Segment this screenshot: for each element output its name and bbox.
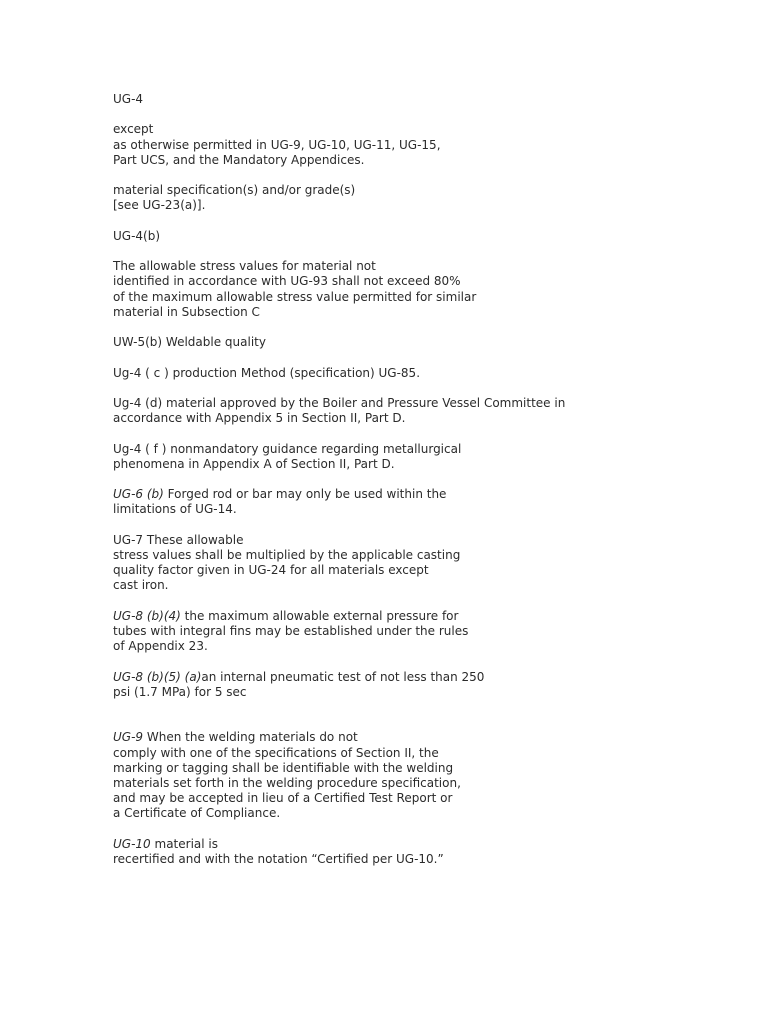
paragraph-ug-9 [113, 730, 713, 821]
text-line: Ug-4 ( f ) nonmandatory guidance regarding metallurgical [113, 441, 462, 456]
text-line: of the maximum allowable stress value permitted for similar [113, 289, 477, 304]
text-line: materials set forth in the welding procedure specification, [113, 775, 461, 790]
text-line: marking or tagging shall be identifiable with the welding [113, 760, 454, 775]
reference-ug-9: UG-9 [113, 730, 144, 745]
text-line: UG-7 These allowable [113, 532, 244, 547]
paragraph-ug-4b [113, 229, 713, 244]
document-body [113, 92, 713, 882]
text-line: limitations of UG-14. [113, 502, 237, 517]
text-run: material is [150, 836, 218, 851]
paragraph-ug-6b [113, 487, 713, 517]
text-line: identified in accordance with UG-93 shall not exceed 80% [113, 274, 461, 289]
heading-ug-4b: UG-4(b) [113, 228, 161, 243]
text-run: Forged rod or bar may only be used within the [163, 487, 447, 502]
paragraph-ug-4d [113, 396, 713, 426]
text-line: Ug-4 (d) material approved by the Boiler and Pressure Vessel Committee in [113, 395, 566, 410]
paragraph-ug-8b4 [113, 609, 713, 655]
paragraph-ug-4 [113, 92, 713, 107]
text-line: a Certificate of Compliance. [113, 806, 281, 821]
text-run: the maximum allowable external pressure for [180, 608, 459, 623]
text-run: When the welding materials do not [143, 730, 358, 745]
text-line [113, 837, 713, 852]
reference-ug-6b: UG-6 (b) [113, 487, 164, 502]
text-line: as otherwise permitted in UG-9, UG-10, UG-11, UG-15, [113, 137, 441, 152]
text-line: phenomena in Appendix A of Section II, Part D. [113, 456, 395, 471]
paragraph-ug-4c [113, 366, 713, 381]
text-line: stress values shall be multiplied by the applicable casting [113, 547, 461, 562]
paragraph-allowable-stress [113, 259, 713, 320]
text-line: comply with one of the specifications of Section II, the [113, 745, 439, 760]
text-line [113, 730, 713, 745]
paragraph-material-spec [113, 183, 713, 213]
paragraph-ug-8b5a [113, 670, 713, 700]
text-line: [see UG-23(a)]. [113, 198, 206, 213]
paragraph-except [113, 122, 713, 168]
text-line: quality factor given in UG-24 for all materials except [113, 563, 429, 578]
text-run: an internal pneumatic test of not less than 250 [201, 669, 485, 684]
text-line [113, 670, 713, 685]
heading-ug-4: UG-4 [113, 92, 144, 106]
paragraph-ug-4f [113, 442, 713, 472]
text-line: of Appendix 23. [113, 639, 208, 654]
text-line: accordance with Appendix 5 in Section II, Part D. [113, 411, 406, 426]
text-line: cast iron. [113, 578, 169, 593]
text-line: tubes with integral fins may be established under the rules [113, 623, 469, 638]
text-line: Part UCS, and the Mandatory Appendices. [113, 152, 365, 167]
text-line: UW-5(b) Weldable quality [113, 335, 266, 350]
paragraph-ug-10 [113, 837, 713, 867]
reference-ug-10: UG-10 [113, 836, 151, 851]
text-line: material specification(s) and/or grade(s) [113, 183, 356, 198]
reference-ug-8b5a: UG-8 (b)(5) (a) [113, 669, 202, 684]
reference-ug-8b4: UG-8 (b)(4) [113, 608, 181, 623]
paragraph-ug-7 [113, 533, 713, 594]
text-line: and may be accepted in lieu of a Certified Test Report or [113, 791, 453, 806]
text-line: except [113, 122, 154, 137]
blank-line [113, 715, 713, 730]
paragraph-uw-5b [113, 335, 713, 350]
text-line: Ug-4 ( c ) production Method (specification) UG-85. [113, 365, 421, 380]
text-line: material in Subsection C [113, 304, 260, 319]
text-line: psi (1.7 MPa) for 5 sec [113, 684, 247, 699]
text-line: The allowable stress values for material not [113, 259, 376, 274]
text-line [113, 609, 713, 624]
text-line [113, 487, 713, 502]
text-line: recertified and with the notation “Certified per UG-10.” [113, 851, 444, 866]
